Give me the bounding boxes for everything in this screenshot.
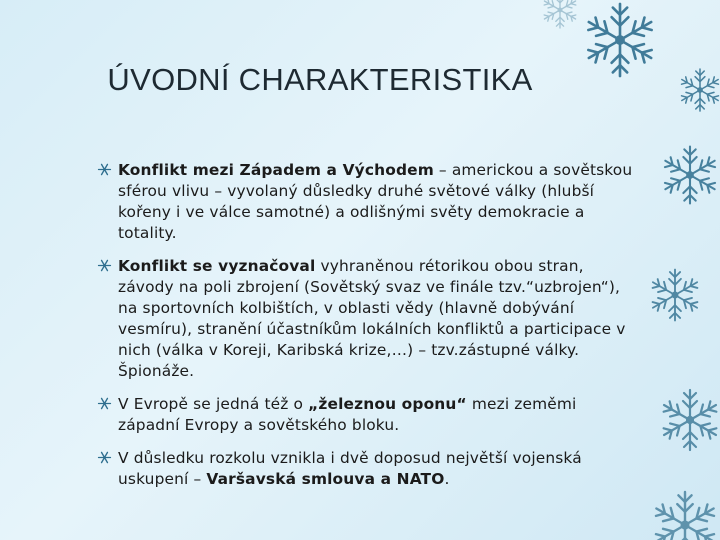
snowflake-bullet-icon	[96, 395, 113, 412]
snowflake-icon	[542, 0, 577, 28]
bullet-list	[100, 160, 640, 502]
snowflake-icon	[653, 492, 718, 540]
snowflake-icon	[679, 69, 720, 111]
bullet-strong: „železnou oponu“	[308, 395, 467, 413]
snowflake-bullet-icon	[96, 257, 113, 274]
bullet-text: vyhraněnou rétorikou obou stran, závody na poli zbrojení (Sovětský svaz ve finále tzv.“uzbrojen“), na sportovních kolbištích, v oblasti vědy (hlavně dobývání vesmíru), stranění účastníkům lokálních konfliktů a participace v nich (válka v Koreji, Karibská krize,…) – tzv.zástupné války. Špionáže.	[118, 257, 626, 380]
bullet-text: – americkou a sovětskou sférou vlivu – vyvolaný důsledky druhé světové války (hlubší kořeny i ve válce samotné) a odlišnými světy demokracie a totality.	[118, 161, 633, 242]
bullet-strong: Konflikt se vyznačoval	[118, 257, 316, 275]
snowflake-bullet-icon	[96, 161, 113, 178]
bullet-text: mezi zeměmi západní Evropy a sovětského bloku.	[118, 395, 577, 434]
snowflake-icon	[661, 390, 720, 450]
bullet-strong: Varšavská smlouva a NATO	[206, 470, 445, 488]
bullet-text: .	[444, 470, 450, 488]
bullet-item	[100, 256, 640, 382]
bullet-item	[100, 448, 640, 490]
bullet-item	[100, 160, 640, 244]
snowflake-icon	[585, 4, 656, 76]
snowflake-icon	[650, 270, 700, 321]
snowflake-bullet-icon	[96, 449, 113, 466]
slide-title: ÚVODNÍ CHARAKTERISTIKA	[107, 62, 533, 97]
bullet-pre: V důsledku rozkolu vznikla i dvě doposud největší vojenská uskupení –	[118, 449, 582, 488]
bullet-item	[100, 394, 640, 436]
bullet-strong: Konflikt mezi Západem a Východem	[118, 161, 434, 179]
bullet-pre: V Evropě se jedná též o	[118, 395, 309, 413]
snowflake-icon	[662, 147, 718, 204]
